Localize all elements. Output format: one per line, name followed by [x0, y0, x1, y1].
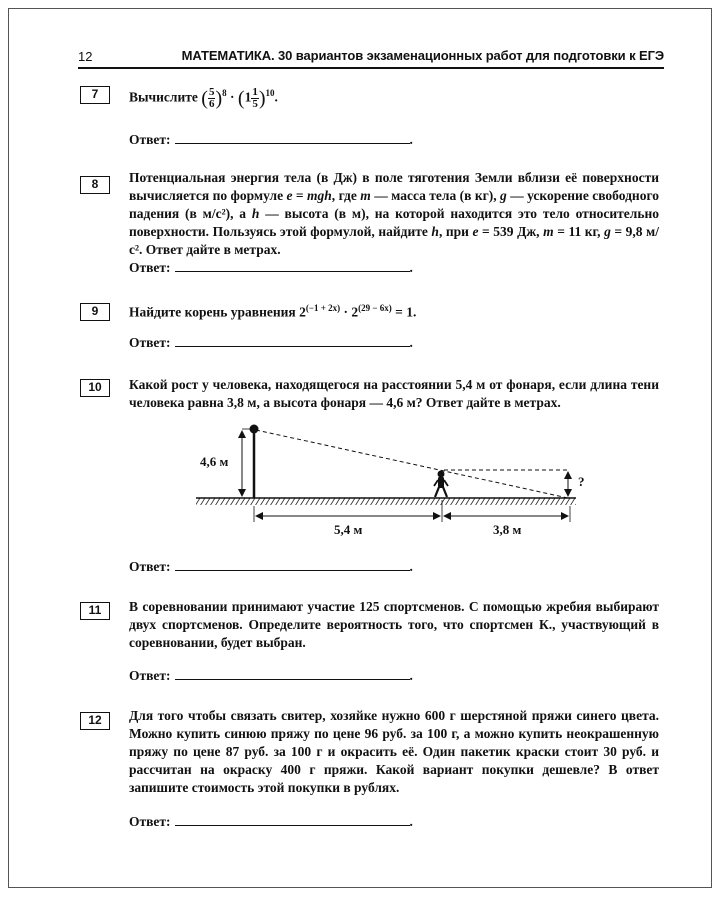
answer-11: Ответ: .: [129, 668, 413, 683]
answer-10: Ответ: .: [129, 559, 413, 574]
exponent-10: 10: [265, 88, 275, 98]
answer-12-line[interactable]: [175, 812, 410, 826]
ground-hatch: [196, 498, 576, 505]
answer-11-line[interactable]: [175, 666, 410, 680]
answer-8: Ответ: .: [129, 260, 413, 275]
unknown-height-label: ?: [578, 474, 585, 489]
task-9-text: Найдите корень уравнения $2^{(-1 + 2x)} \cdot 2^{(29 - 6x)} = 1$.: [129, 303, 417, 320]
shadow-label: 3,8 м: [493, 522, 522, 537]
fraction-1-5: $\frac{1}{5}$: [252, 85, 258, 110]
task-12-text: Для того чтобы связать свитер, хозяйке нужно 600 г шерстяной пряжи синего цвета. Можно купить синюю пряжу по цене 96 руб. за 100 г, а можно купить неокрашенную пряжу по цене 87 руб. за 100 г и окрасить её. Один пакетик краски стоит 30 руб. и рассчитан на окраску 400 г пряжи. Какой вариант покупки дешевле? В ответ запишите стоимость этой покупки в рублях.: [129, 708, 659, 795]
answer-10-line[interactable]: [175, 557, 410, 571]
fraction-5-6: $\frac{5}{6}$: [208, 85, 215, 110]
answer-9-line[interactable]: [175, 333, 410, 347]
answer-8-line[interactable]: [175, 258, 410, 272]
task-number-9: 9: [80, 303, 110, 321]
running-title: МАТЕМАТИКА. 30 вариантов экзаменационных работ для подготовки к ЕГЭ: [181, 48, 664, 63]
page-number: 12: [78, 49, 93, 64]
task-7-prefix: Вычислите: [129, 89, 198, 105]
answer-12: Ответ: .: [129, 814, 413, 829]
distance-label: 5,4 м: [334, 522, 363, 537]
answer-7: Ответ: .: [129, 132, 413, 147]
task-number-11: 11: [80, 602, 110, 620]
exponent-2: (29 − 6x): [358, 303, 392, 313]
lamp-height-label: 4,6 м: [200, 454, 229, 469]
whole-part: 1: [244, 89, 252, 105]
task-number-12: 12: [80, 712, 110, 730]
header-rule: [78, 67, 664, 69]
lamp-shadow-diagram: [190, 418, 610, 540]
exponent-1: (−1 + 2x): [305, 303, 341, 313]
light-ray: [256, 430, 568, 498]
task-number-7: 7: [80, 86, 110, 104]
task-7-text: Вычислите ( $\frac{5}{6}$ )$^8$ · (1 $\frac{1}{5}$ )$^{10}$.: [129, 85, 278, 110]
task-number-8: 8: [80, 176, 110, 194]
task-10-text: Какой рост у человека, находящегося на расстоянии 5,4 м от фонаря, если длина тени человека равна 3,8 м, а высота фонаря — 4,6 м? Ответ дайте в метрах.: [129, 377, 659, 410]
answer-9: Ответ: .: [129, 335, 413, 350]
task-11-text: В соревновании принимают участие 125 спортсменов. С помощью жребия выбирают двух спортсменов. Определите вероятность того, что спортсмен К., участвующий в соревновании, будет выбран.: [129, 599, 659, 650]
task-number-10: 10: [80, 379, 110, 397]
task-8-text: Потенциальная энергия тела (в Дж) в поле тяготения Земли вблизи её поверхности вычисляется по формуле e = mgh, где m — масса тела (в кг), g — ускорение свободного падения (в м/с²), а h — высота (в м), на которой находится это тело относительно поверхности. Пользуясь этой формулой, найдите h, при e = 539 Дж, m = 11 кг, g = 9,8 м/с². Ответ дайте в метрах.: [129, 170, 660, 257]
exponent-8: 8: [222, 88, 227, 98]
answer-7-line[interactable]: [175, 130, 410, 144]
person-icon: [434, 471, 448, 497]
